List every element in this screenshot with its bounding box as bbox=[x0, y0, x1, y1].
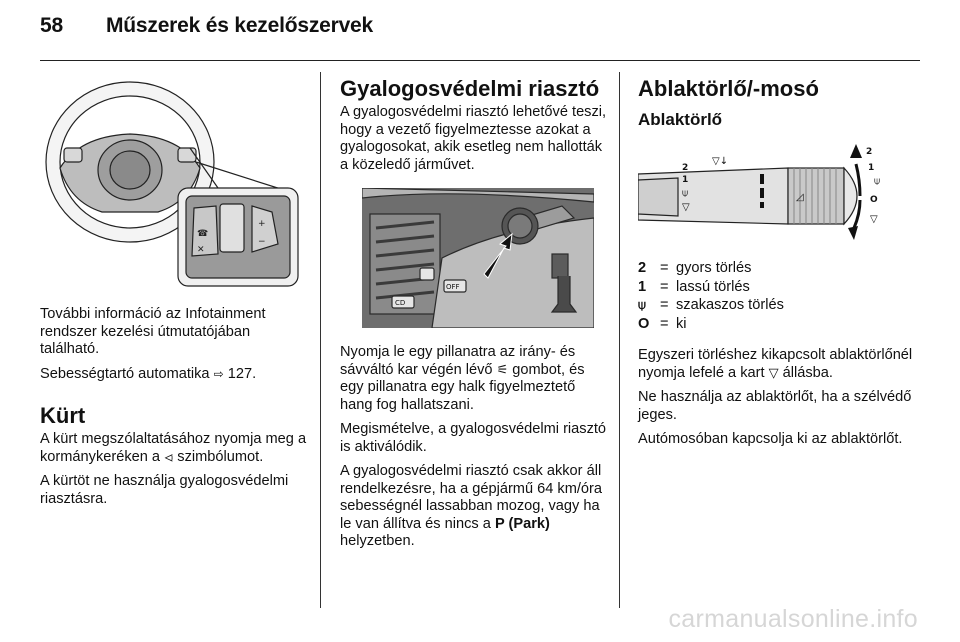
single-wipe-paragraph bbox=[638, 347, 920, 382]
cruise-control-page-link[interactable]: 127. bbox=[227, 365, 257, 382]
car-wash-instruction: Autómosóban kapcsolja ki az ablaktörlőt. bbox=[638, 431, 903, 447]
page-title: Műszerek és kezelőszervek bbox=[106, 14, 374, 37]
legend-text-interval: szakaszos törlés bbox=[676, 297, 784, 313]
column-divider-1 bbox=[320, 72, 321, 608]
svg-text:+: + bbox=[258, 219, 266, 229]
horn-p1-after: szimbólumot. bbox=[177, 448, 264, 465]
column-middle bbox=[340, 76, 608, 558]
arrow-ref-icon: ⇨ bbox=[213, 366, 224, 381]
stalk-position-1: 1 bbox=[868, 163, 875, 173]
wiper-positions-legend bbox=[638, 260, 920, 333]
wiper-subheading: Ablaktörlő bbox=[638, 110, 723, 129]
steering-wheel-figure bbox=[40, 76, 302, 292]
info-paragraph: További információ az Infotainment rendszer kezelési útmutatójában található. bbox=[40, 306, 266, 357]
instruction-text-after: gombot, és egy pillanatra egy halk figyelmeztető hang fog hallatszani. bbox=[340, 361, 585, 413]
single-wipe-text: Egyszeri törléshez kikapcsolt ablaktörlőnél nyomja lefelé a kart bbox=[638, 347, 913, 381]
dash-button-cd-label: CD bbox=[395, 299, 406, 307]
header-rule bbox=[40, 60, 920, 61]
svg-text:⍦: ⍦ bbox=[874, 176, 880, 187]
legend-eq: = bbox=[660, 315, 669, 332]
stalk-left-1: 1 bbox=[682, 175, 689, 185]
stalk-position-off: O bbox=[870, 195, 878, 205]
single-wipe-icon: ▽ bbox=[768, 365, 779, 381]
stalk-left-2: 2 bbox=[682, 163, 689, 173]
interval-wipe-icon: ⍦ bbox=[638, 298, 646, 313]
svg-text:◿: ◿ bbox=[796, 192, 804, 203]
horn-paragraph-1 bbox=[40, 431, 310, 466]
turn-signal-stalk-figure bbox=[362, 188, 594, 328]
horn-heading: Kürt bbox=[40, 403, 86, 428]
pedestrian-alert-conditions bbox=[340, 463, 608, 551]
legend-text-slow: lassú törlés bbox=[676, 278, 750, 295]
cruise-control-paragraph bbox=[40, 366, 310, 384]
wiper-washer-heading: Ablaktörlő/-mosó bbox=[638, 76, 819, 101]
cruise-control-text: Sebességtartó automatika bbox=[40, 365, 210, 382]
pedestrian-alert-icon: ⚟ bbox=[496, 362, 509, 378]
legend-eq: = bbox=[660, 278, 669, 295]
svg-text:▽: ▽ bbox=[870, 214, 878, 225]
legend-text-fast: gyors törlés bbox=[676, 260, 752, 276]
legend-text-off: ki bbox=[676, 315, 687, 332]
horn-p1-text: A kürt megszólaltatásához nyomja meg a kormánykeréken a bbox=[40, 431, 307, 465]
legend-key-off: O bbox=[638, 315, 650, 332]
instruction-text: Nyomja le egy pillanatra az irány- és sávváltó kar végén lévő bbox=[340, 344, 576, 378]
single-wipe-text-after: állásba. bbox=[782, 364, 833, 381]
svg-text:⍦: ⍦ bbox=[682, 188, 688, 199]
svg-text:▽↓: ▽↓ bbox=[712, 156, 729, 167]
conditions-text: A gyalogosvédelmi riasztó csak akkor áll rendelkezésre, ha a gépjármű 64 km/óra sebességnél lassabban mozog, vagy ha le van állítva és nincs a bbox=[340, 463, 603, 532]
dash-button-off-label: OFF bbox=[446, 283, 460, 291]
conditions-text-after: helyzetben. bbox=[340, 533, 415, 549]
svg-text:✕: ✕ bbox=[197, 245, 205, 255]
stalk-position-2: 2 bbox=[866, 147, 873, 157]
column-divider-2 bbox=[619, 72, 620, 608]
column-left bbox=[40, 76, 310, 515]
legend-key-slow: 1 bbox=[638, 278, 647, 295]
watermark: carmanualsonline.info bbox=[668, 605, 918, 633]
legend-eq: = bbox=[660, 297, 669, 313]
horn-icon: ⏿ bbox=[164, 449, 174, 465]
column-right bbox=[638, 76, 920, 456]
pedestrian-alert-heading: Gyalogosvédelmi riasztó bbox=[340, 76, 600, 101]
legend-key-fast: 2 bbox=[638, 260, 647, 276]
pedestrian-alert-intro: A gyalogosvédelmi riasztó lehetővé teszi, hogy a vezető figyelmeztesse azokat a gyalogosokat, akik esetleg nem hallották a közeledő járművet. bbox=[340, 104, 607, 173]
legend-eq: = bbox=[660, 260, 669, 276]
horn-paragraph-2: A kürtöt ne használja gyalogosvédelmi riasztásra. bbox=[40, 473, 289, 507]
icy-windshield-warning: Ne használja az ablaktörlőt, ha a szélvédő jeges. bbox=[638, 389, 912, 423]
pedestrian-alert-repeat: Megismételve, a gyalogosvédelmi riasztó is aktiválódik. bbox=[340, 421, 607, 455]
svg-text:−: − bbox=[258, 237, 266, 247]
page-number: 58 bbox=[40, 14, 63, 37]
svg-text:▽: ▽ bbox=[682, 202, 690, 213]
svg-text:☎: ☎ bbox=[197, 229, 209, 239]
wiper-stalk-figure bbox=[638, 140, 898, 248]
park-position-label: P (Park) bbox=[494, 515, 550, 532]
page-header bbox=[40, 14, 373, 38]
pedestrian-alert-instruction bbox=[340, 344, 608, 414]
